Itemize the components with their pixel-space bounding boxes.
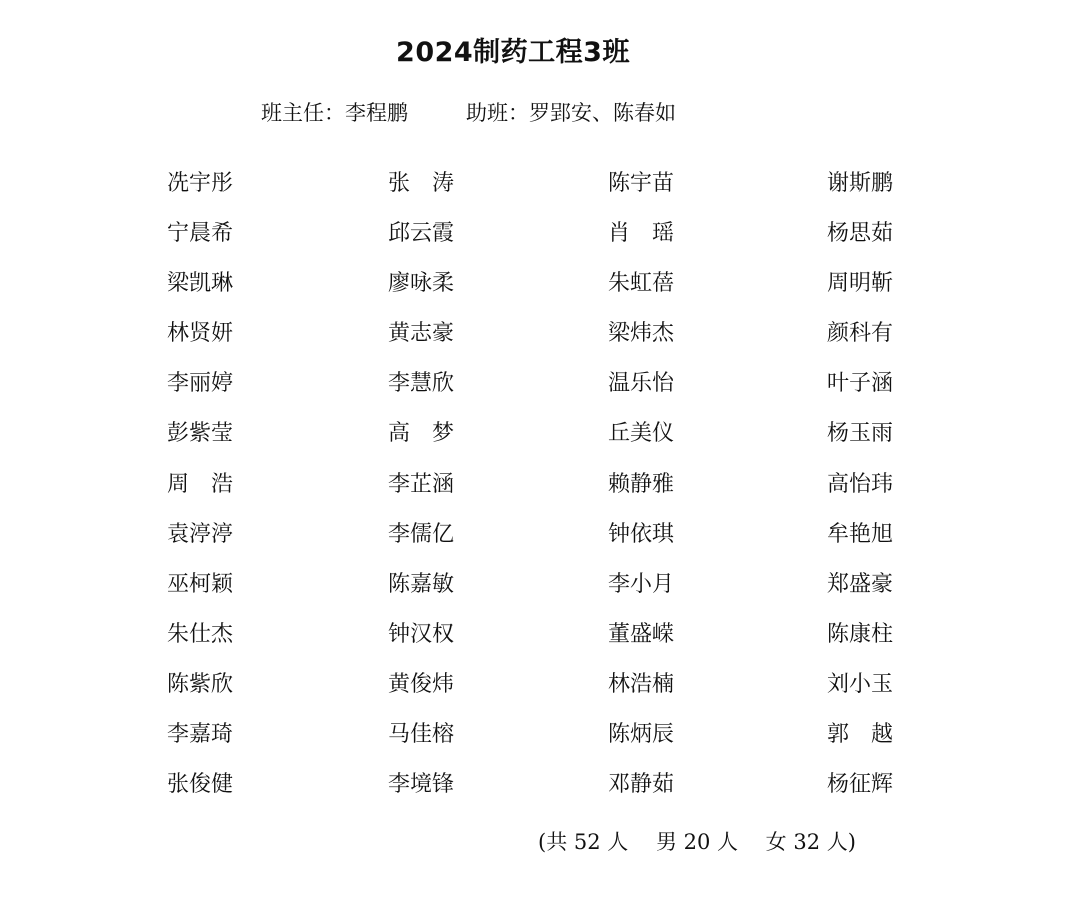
class-assistants: 助班：罗郢安、陈春如 <box>466 101 676 125</box>
student-name: 陈炳辰 <box>608 722 675 748</box>
student-name: 李丽婷 <box>167 371 234 397</box>
roster-row <box>167 719 900 769</box>
student-name: 马佳榕 <box>388 722 455 748</box>
student-name: 巫柯颖 <box>167 571 234 597</box>
student-name: 黄俊炜 <box>388 671 455 697</box>
student-name: 郭 越 <box>827 722 894 748</box>
student-name: 李境锋 <box>388 772 455 798</box>
student-name: 梁炜杰 <box>608 321 675 347</box>
student-name: 梁凯琳 <box>167 271 234 297</box>
roster-row <box>167 469 900 519</box>
roster-row <box>167 418 900 468</box>
roster-row <box>167 268 900 318</box>
roster-row <box>167 318 900 368</box>
student-name: 刘小玉 <box>827 671 894 697</box>
student-name: 邱云霞 <box>388 221 455 247</box>
student-name: 林浩楠 <box>608 671 675 697</box>
student-name: 郑盛豪 <box>827 571 894 597</box>
student-name: 颜科有 <box>827 321 894 347</box>
student-name: 叶子涵 <box>827 371 894 397</box>
student-name: 温乐怡 <box>608 371 675 397</box>
roster-row <box>167 218 900 268</box>
class-staff-line <box>261 97 676 127</box>
student-name: 高怡玮 <box>827 471 894 497</box>
student-name: 廖咏柔 <box>388 271 455 297</box>
student-name: 李儒亿 <box>388 521 455 547</box>
student-name: 陈康柱 <box>827 621 894 647</box>
student-name: 赖静雅 <box>608 471 675 497</box>
student-name: 张 涛 <box>388 171 455 196</box>
roster-row <box>167 619 900 669</box>
student-name: 陈宇苗 <box>608 171 675 196</box>
student-name: 杨征辉 <box>827 772 894 798</box>
roster-row <box>167 368 900 418</box>
student-name: 李芷涵 <box>388 471 455 497</box>
roster-row <box>167 669 900 719</box>
head-teacher: 班主任：李程鹏 <box>261 101 408 125</box>
student-name: 高 梦 <box>388 421 455 447</box>
student-name: 冼宇彤 <box>167 171 234 196</box>
student-name: 袁渟渟 <box>167 521 234 547</box>
student-name: 杨玉雨 <box>827 421 894 447</box>
student-name: 李小月 <box>608 571 675 597</box>
student-name: 宁晨希 <box>167 221 234 247</box>
student-name: 周 浩 <box>167 471 234 497</box>
student-name: 朱仕杰 <box>167 621 234 647</box>
student-name: 张俊健 <box>167 772 234 798</box>
roster-row <box>167 569 900 619</box>
student-roster <box>167 168 900 819</box>
student-name: 周明靳 <box>827 271 894 297</box>
student-name: 牟艳旭 <box>827 521 894 547</box>
student-name: 陈紫欣 <box>167 671 234 697</box>
page-title: 2024制药工程3班 <box>396 37 630 68</box>
student-name: 钟汉权 <box>388 621 455 647</box>
student-name: 林贤妍 <box>167 321 234 347</box>
student-name: 李嘉琦 <box>167 722 234 748</box>
student-name: 董盛嵘 <box>608 621 675 647</box>
student-name: 彭紫莹 <box>167 421 234 447</box>
roster-row <box>167 168 900 218</box>
headcount-summary: (共 52 人 男 20 人 女 32 人) <box>538 830 856 854</box>
student-name: 肖 瑶 <box>608 221 675 247</box>
roster-row <box>167 769 900 819</box>
student-name: 黄志豪 <box>388 321 455 347</box>
student-name: 杨思茹 <box>827 221 894 247</box>
student-name: 谢斯鹏 <box>827 171 894 196</box>
student-name: 朱虹蓓 <box>608 271 675 297</box>
student-name: 钟依琪 <box>608 521 675 547</box>
student-name: 陈嘉敏 <box>388 571 455 597</box>
student-name: 邓静茹 <box>608 772 675 798</box>
student-name: 丘美仪 <box>608 421 675 447</box>
student-name: 李慧欣 <box>388 371 455 397</box>
roster-row <box>167 519 900 569</box>
